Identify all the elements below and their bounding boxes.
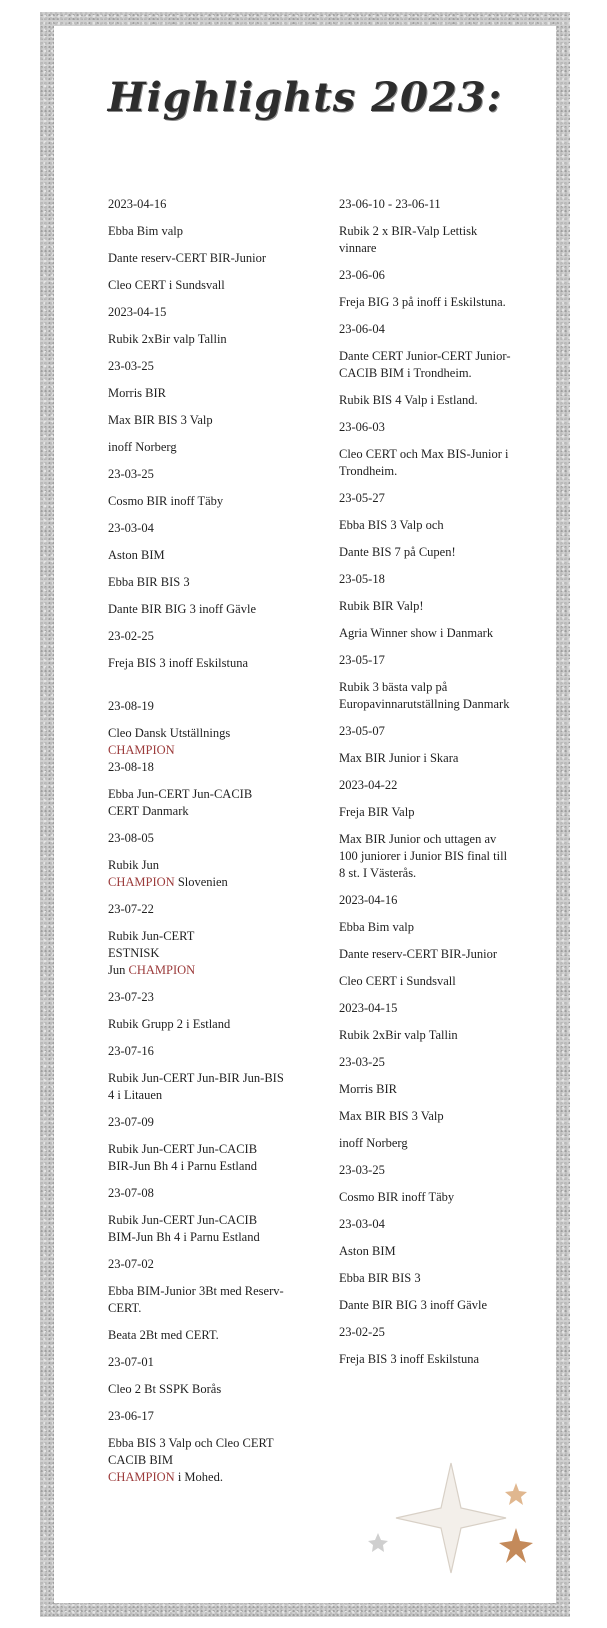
highlight-entry — [339, 1135, 515, 1152]
entry-text: Morris BIR — [108, 386, 166, 400]
right-column — [339, 196, 515, 1378]
highlight-entry — [339, 1000, 515, 1017]
glitter-frame — [40, 12, 570, 1617]
page-title: Highlights 2023: — [107, 74, 503, 121]
entry-text: Cosmo BIR inoff Täby — [339, 1190, 455, 1204]
entry-text: 23-07-09 — [108, 1115, 154, 1129]
highlight-entry — [339, 419, 515, 436]
entry-text: 23-06-03 — [339, 420, 385, 434]
highlight-entry — [339, 1108, 515, 1125]
highlight-entry — [339, 392, 515, 409]
entry-text: 23-06-04 — [339, 322, 385, 336]
highlight-entry — [108, 786, 284, 820]
entry-text: 23-05-18 — [339, 572, 385, 586]
champion-text: CHAMPION — [128, 963, 196, 977]
highlight-entry — [339, 294, 515, 311]
champion-text: CHAMPION — [108, 1470, 175, 1484]
highlight-entry — [108, 1212, 284, 1246]
entry-text: Max BIR BIS 3 Valp — [108, 413, 213, 427]
highlight-entry — [108, 385, 284, 402]
highlight-entry — [108, 655, 284, 672]
entry-text: Rubik BIS 4 Valp i Estland. — [339, 393, 478, 407]
highlight-entry — [108, 857, 284, 891]
highlight-entry — [108, 1043, 284, 1060]
highlight-entry — [339, 1216, 515, 1233]
entry-text: 23-05-07 — [339, 724, 385, 738]
highlight-entry — [108, 547, 284, 564]
entry-text: 23-06-17 — [108, 1409, 154, 1423]
highlight-entry — [339, 1189, 515, 1206]
highlight-entry — [108, 1114, 284, 1131]
highlight-entry — [339, 348, 515, 382]
section-gap — [108, 682, 284, 698]
entry-text: 2023-04-15 — [108, 305, 167, 319]
entry-text: Cleo 2 Bt SSPK Borås — [108, 1382, 222, 1396]
highlight-entry — [108, 574, 284, 591]
entry-text: Rubik 3 bästa valp på Europavinnarutställning Danmark — [339, 680, 510, 711]
entry-text: Ebba BIR BIS 3 — [108, 575, 190, 589]
highlight-entry — [339, 223, 515, 257]
entry-text: Aston BIM — [339, 1244, 396, 1258]
entry-text: Rubik Jun-CERT Jun-CACIB BIR-Jun Bh 4 i Parnu Estland — [108, 1142, 258, 1173]
star-icon — [368, 1533, 388, 1552]
highlight-entry — [339, 946, 515, 963]
star-icon — [499, 1528, 533, 1563]
entry-text: 23-02-25 — [339, 1325, 385, 1339]
highlight-entry — [108, 1070, 284, 1104]
entry-text: Rubik Jun-CERT ESTNISK Jun — [108, 929, 195, 977]
entry-text: Cosmo BIR inoff Täby — [108, 494, 224, 508]
highlight-entry — [108, 250, 284, 267]
highlight-entry — [108, 439, 284, 456]
entry-text: Ebba Bim valp — [108, 224, 183, 238]
entry-text: Max BIR Junior och uttagen av 100 juniorer i Junior BIS final till 8 st. I Västerås. — [339, 832, 508, 880]
highlight-entry — [339, 544, 515, 561]
highlight-entry — [108, 698, 284, 715]
entry-text: 23-07-23 — [108, 990, 154, 1004]
highlight-entry — [108, 1381, 284, 1398]
entry-text: Dante BIS 7 på Cupen! — [339, 545, 456, 559]
entry-text: 23-02-25 — [108, 629, 154, 643]
entry-text: 2023-04-15 — [339, 1001, 398, 1015]
highlight-entry — [339, 723, 515, 740]
entry-text: Agria Winner show i Danmark — [339, 626, 494, 640]
stars-decoration — [366, 1433, 536, 1583]
entry-text: Ebba BIM-Junior 3Bt med Reserv-CERT. — [108, 1284, 284, 1315]
highlight-entry — [339, 1081, 515, 1098]
highlight-entry — [108, 277, 284, 294]
entry-text: Cleo Dansk Utställnings — [108, 726, 231, 740]
highlight-entry — [339, 517, 515, 534]
highlight-entry — [339, 598, 515, 615]
highlight-entry — [339, 679, 515, 713]
entry-text: Ebba Bim valp — [339, 920, 414, 934]
highlight-entry — [108, 1408, 284, 1425]
star-icon — [396, 1463, 506, 1573]
highlight-entry — [108, 358, 284, 375]
entry-text: 23-07-16 — [108, 1044, 154, 1058]
highlight-entry — [108, 466, 284, 483]
highlight-entry — [339, 1297, 515, 1314]
highlight-entry — [339, 892, 515, 909]
highlight-entry — [339, 490, 515, 507]
highlight-entry — [339, 750, 515, 767]
highlight-entry — [339, 1162, 515, 1179]
entry-text: Ebba BIS 3 Valp och — [339, 518, 444, 532]
entry-text: 23-03-25 — [108, 359, 154, 373]
entry-text: 23-03-04 — [108, 521, 154, 535]
highlight-entry — [339, 321, 515, 338]
entry-text: 23-07-02 — [108, 1257, 154, 1271]
entry-text: 23-07-22 — [108, 902, 154, 916]
entry-text: Cleo CERT i Sundsvall — [339, 974, 456, 988]
highlight-entry — [108, 901, 284, 918]
entry-text: Rubik Jun — [108, 858, 160, 872]
entry-text: Slovenien — [174, 875, 228, 889]
entry-text: 23-03-04 — [339, 1217, 385, 1231]
highlight-entry — [108, 1185, 284, 1202]
highlight-entry — [108, 830, 284, 847]
entry-text: 2023-04-16 — [108, 197, 167, 211]
entry-text: Dante CERT Junior-CERT Junior-CACIB BIM i Trondheim. — [339, 349, 511, 380]
highlight-entry — [339, 1027, 515, 1044]
left-column — [108, 196, 284, 1496]
champion-text: CHAMPION — [108, 875, 175, 889]
entry-text: Cleo CERT och Max BIS-Junior i Trondheim. — [339, 447, 509, 478]
entry-text: Max BIR Junior i Skara — [339, 751, 459, 765]
highlight-entry — [108, 1354, 284, 1371]
highlight-entry — [108, 601, 284, 618]
highlight-entry — [108, 412, 284, 429]
highlight-entry — [108, 989, 284, 1006]
entry-text: Freja BIS 3 inoff Eskilstuna — [108, 656, 249, 670]
highlight-entry — [108, 928, 284, 979]
entry-text: Rubik 2 x BIR-Valp Lettisk vinnare — [339, 224, 478, 255]
entry-text: Dante reserv-CERT BIR-Junior — [108, 251, 267, 265]
champion-text: CHAMPION — [108, 743, 175, 757]
entry-text: Ebba Jun-CERT Jun-CACIB CERT Danmark — [108, 787, 253, 818]
highlight-entry — [108, 628, 284, 645]
highlight-entry — [339, 919, 515, 936]
highlight-entry — [339, 446, 515, 480]
entry-text: 23-06-10 - 23-06-11 — [339, 197, 441, 211]
entry-text: Beata 2Bt med CERT. — [108, 1328, 219, 1342]
entry-text: Morris BIR — [339, 1082, 397, 1096]
highlight-entry — [339, 196, 515, 213]
entry-text: 23-08-18 — [108, 760, 154, 774]
highlight-entry — [108, 725, 284, 776]
highlight-entry — [108, 493, 284, 510]
entry-text: inoff Norberg — [108, 440, 177, 454]
entry-text: Rubik BIR Valp! — [339, 599, 424, 613]
highlight-entry — [339, 267, 515, 284]
entry-text: Dante BIR BIG 3 inoff Gävle — [108, 602, 257, 616]
content-panel — [54, 26, 556, 1603]
highlight-entry — [339, 1324, 515, 1341]
entry-text: 23-03-25 — [339, 1163, 385, 1177]
entry-text: 2023-04-22 — [339, 778, 398, 792]
highlight-entry — [339, 831, 515, 882]
highlight-entry — [108, 1283, 284, 1317]
highlight-entry — [108, 304, 284, 321]
highlight-entry — [339, 1243, 515, 1260]
entry-text: i Mohed. — [174, 1470, 223, 1484]
entry-text: inoff Norberg — [339, 1136, 408, 1150]
entry-text: 23-07-08 — [108, 1186, 154, 1200]
entry-text: Dante BIR BIG 3 inoff Gävle — [339, 1298, 488, 1312]
entry-text: 23-05-17 — [339, 653, 385, 667]
highlight-entry — [339, 571, 515, 588]
highlight-entry — [339, 1351, 515, 1368]
entry-text: Max BIR BIS 3 Valp — [339, 1109, 444, 1123]
highlight-entry — [108, 1327, 284, 1344]
entry-text: Freja BIS 3 inoff Eskilstuna — [339, 1352, 480, 1366]
entry-text: 23-03-25 — [108, 467, 154, 481]
entry-text: 2023-04-16 — [339, 893, 398, 907]
entry-text: Rubik 2xBir valp Tallin — [108, 332, 227, 346]
entry-text: Rubik Jun-CERT Jun-BIR Jun-BIS 4 i Litauen — [108, 1071, 284, 1102]
entry-text: Dante reserv-CERT BIR-Junior — [339, 947, 498, 961]
highlight-entry — [108, 196, 284, 213]
highlight-entry — [108, 223, 284, 240]
entry-text: 23-08-19 — [108, 699, 154, 713]
highlight-entry — [339, 1270, 515, 1287]
highlight-entry — [108, 1435, 284, 1486]
entry-text: 23-08-05 — [108, 831, 154, 845]
entry-text: Aston BIM — [108, 548, 165, 562]
entry-text: 23-06-06 — [339, 268, 385, 282]
entry-text: Ebba BIS 3 Valp och Cleo CERT CACIB BIM — [108, 1436, 274, 1467]
highlight-entry — [108, 1141, 284, 1175]
highlight-entry — [108, 520, 284, 537]
entry-text: Rubik Jun-CERT Jun-CACIB BIM-Jun Bh 4 i Parnu Estland — [108, 1213, 260, 1244]
entry-text: Freja BIG 3 på inoff i Eskilstuna. — [339, 295, 506, 309]
highlight-entry — [339, 804, 515, 821]
highlight-entry — [339, 777, 515, 794]
highlight-entry — [339, 973, 515, 990]
entry-text: 23-03-25 — [339, 1055, 385, 1069]
highlight-entry — [339, 1054, 515, 1071]
entry-text: Cleo CERT i Sundsvall — [108, 278, 225, 292]
entry-text: Rubik Grupp 2 i Estland — [108, 1017, 231, 1031]
highlight-entry — [108, 1016, 284, 1033]
entry-text: 23-07-01 — [108, 1355, 154, 1369]
star-icon — [505, 1483, 527, 1505]
entry-text: Rubik 2xBir valp Tallin — [339, 1028, 458, 1042]
entry-text: Ebba BIR BIS 3 — [339, 1271, 421, 1285]
highlight-entry — [108, 331, 284, 348]
highlight-entry — [339, 625, 515, 642]
entry-text: 23-05-27 — [339, 491, 385, 505]
entry-text: Freja BIR Valp — [339, 805, 415, 819]
highlight-entry — [339, 652, 515, 669]
highlight-entry — [108, 1256, 284, 1273]
